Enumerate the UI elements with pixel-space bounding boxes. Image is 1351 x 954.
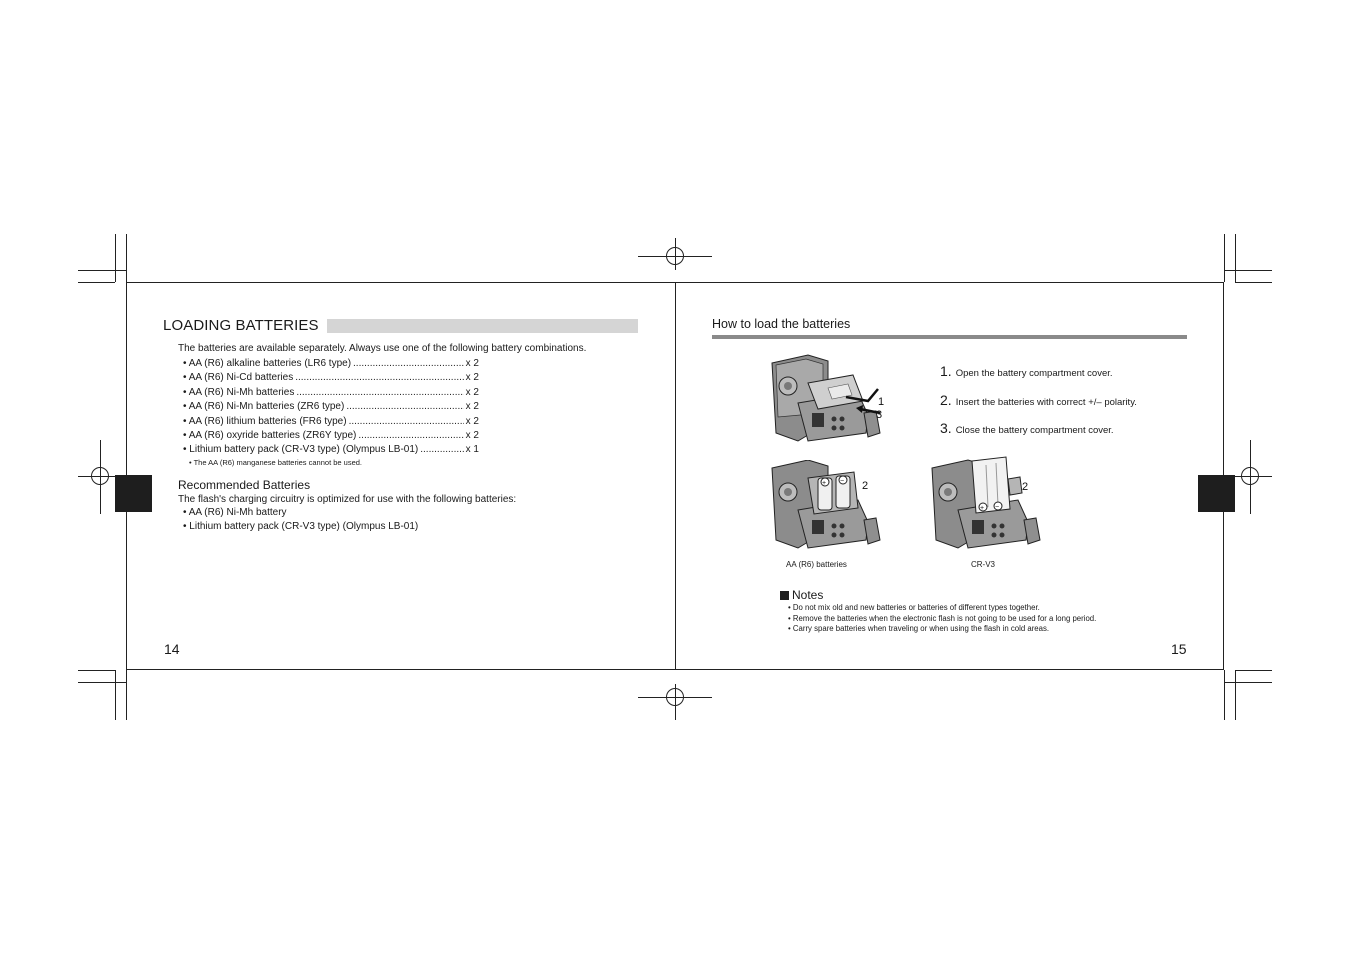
svg-text:−: − [840,478,845,485]
step-item: 1. Open the battery compartment cover. [940,363,1113,379]
list-item: • Lithium battery pack (CR-V3 type) (Olympus LB-01) ..... x 1 [183,444,479,458]
arrow-label-close: 3 [876,409,883,421]
page-gutter [675,282,676,670]
list-item: • AA (R6) Ni-Cd batteries ..... x 2 [183,372,479,386]
flash-crv3-illustration [928,455,1048,555]
notes-title [780,588,823,602]
list-item: • Carry spare batteries when traveling or when using the flash in cold areas. [788,624,1050,634]
intro-text: The batteries are available separately. Always use one of the following battery combinations. [178,343,587,354]
section-underline [712,335,1187,339]
section-tab-right [1198,475,1235,512]
section-title: How to load the batteries [712,317,851,331]
battery-combination-list [183,358,479,459]
figure-label-insert-crv3: 2 [1022,481,1029,493]
figure-label-insert-aa: 2 [862,480,869,492]
notes-title-text: Notes [792,588,824,602]
step-list [940,363,1137,449]
page-number-left: 14 [164,641,180,657]
list-item: • AA (R6) lithium batteries (FR6 type) ..... x 2 [183,416,479,430]
caption-crv3: CR-V3 [971,560,996,569]
flash-aa-batteries-illustration [768,460,888,555]
recommended-title: Recommended Batteries [178,478,311,492]
notes-list [788,603,1096,635]
recommended-intro: The flash's charging circuitry is optimized for use with the following batteries: [178,494,517,505]
flash-open-cover-illustration [768,353,888,448]
svg-text:+: + [980,505,985,512]
list-item: • AA (R6) alkaline batteries (LR6 type) ..... x 2 [183,358,479,372]
svg-text:−: − [995,504,1000,511]
list-item: • AA (R6) Ni-Mh battery [183,507,287,518]
page-number-right: 15 [1171,641,1187,657]
caption-aa: AA (R6) batteries [786,560,847,569]
page-title: LOADING BATTERIES [163,317,319,334]
list-item: • Do not mix old and new batteries or batteries of different types together. [788,603,1040,612]
section-tab-left [115,475,152,512]
list-item: • AA (R6) Ni-Mn batteries (ZR6 type) ..... x 2 [183,401,479,415]
svg-text:+: + [822,480,827,487]
list-item: • AA (R6) oxyride batteries (ZR6Y type) ..... x 2 [183,430,479,444]
square-bullet-icon [780,591,789,600]
recommended-list [183,507,418,534]
list-item: • Lithium battery pack (CR-V3 type) (Olympus LB-01) [183,520,419,532]
arrow-label-open: 1 [878,396,885,408]
manganese-note: • The AA (R6) manganese batteries cannot be used. [189,458,363,467]
heading-bar [327,319,638,333]
list-item: • Remove the batteries when the electronic flash is not going to be used for a long period. [788,613,1097,623]
list-item: • AA (R6) Ni-Mh batteries ..... x 2 [183,387,479,401]
step-item: 3. Close the battery compartment cover. [940,420,1114,437]
step-item: 2. Insert the batteries with correct +/– polarity. [940,391,1137,408]
